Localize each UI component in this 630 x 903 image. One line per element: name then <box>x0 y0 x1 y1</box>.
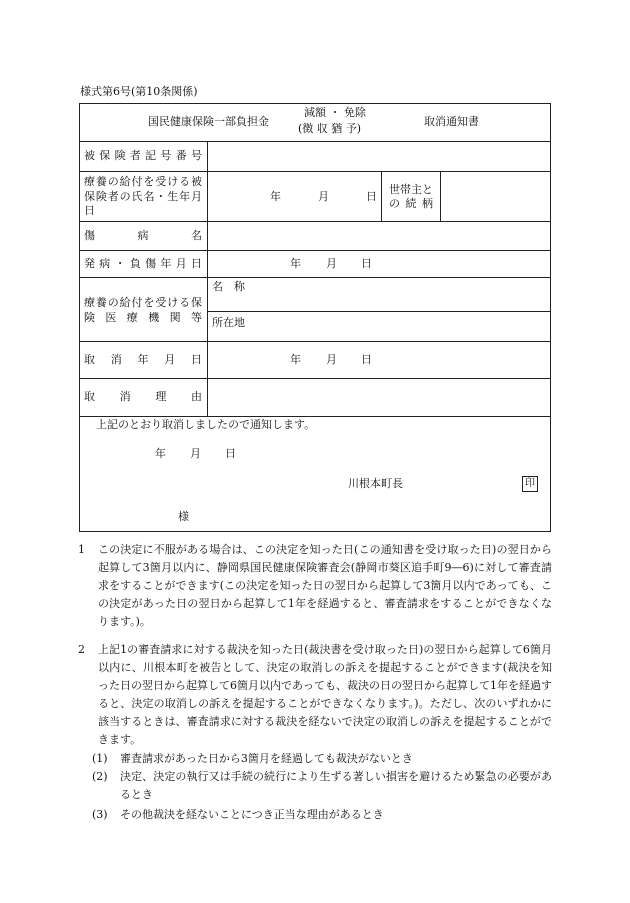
row-divider <box>79 171 551 172</box>
note-2 <box>78 641 552 749</box>
row-divider <box>79 277 551 278</box>
sub-note-3 <box>92 806 552 824</box>
column-divider <box>440 171 441 221</box>
onset-day-unit: 日 <box>361 257 372 270</box>
sub-note-text: 審査請求があった日から3箇月を経過しても裁決がないとき <box>120 752 413 765</box>
sub-note-number: (2) <box>92 770 108 783</box>
column-divider <box>381 171 382 221</box>
sub-note-text: その他裁決を経ないことにつき正当な理由があるとき <box>120 808 384 821</box>
row-divider <box>79 141 551 142</box>
institution-address-label: 所在地 <box>212 316 245 329</box>
cancel-date-label: 取消年月日 <box>84 353 202 366</box>
note-number: 2 <box>78 643 85 656</box>
row-divider <box>79 221 551 222</box>
row-divider <box>79 416 551 417</box>
onset-label: 発病・負傷年月日 <box>84 257 202 270</box>
onset-year-unit: 年 <box>290 257 301 270</box>
notice-year-unit: 年 <box>155 447 166 460</box>
note-text: 上記1の審査請求に対する裁決を知った日(裁決書を受け取った日)の翌日から起算して6箇月以内に、川根本町を被告として、決定の取消しの訴えを提起することができます(裁決を知った日の翌日から起算して6箇月以内であっても、裁決の日の翌日から起算して1年を経過すると、決定の取消しの訴えを提起することができなくなります。)。ただし、次のいずれかに該当するときは、審査請求に対する裁決を経ないで決定の取消しの訴えを提起することができます。 <box>98 643 552 746</box>
birth-year-unit: 年 <box>270 190 281 203</box>
note-text: この決定に不服がある場合は、この決定を知った日(この通知書を受け取った日)の翌日から起算して3箇月以内に、静岡県国民健康保険審査会(静岡市葵区追手町9―6)に対して審査請求をすることができます(この決定を知った日の翌日から起算して3箇月以内であっても、この決定があった日の翌日から起算して1年を経過すると、審査請求をすることができなくなります。)。 <box>98 543 552 628</box>
title-option-bottom: (徴 収 猶 予) <box>298 122 362 135</box>
form-id: 様式第6号(第10条関係) <box>80 85 198 98</box>
cancel-reason-label: 取消理由 <box>84 390 202 403</box>
title-suffix: 取消通知書 <box>424 115 479 128</box>
cancel-year-unit: 年 <box>290 353 301 366</box>
seal-mark: 印 <box>522 476 538 492</box>
sub-note-number: (3) <box>92 808 108 821</box>
cancel-day-unit: 日 <box>361 353 372 366</box>
sub-note-2 <box>92 768 552 804</box>
sub-note-1 <box>92 750 552 768</box>
recipient-label: 療養の給付を受ける被保険者の氏名・生年月日 <box>84 175 202 217</box>
institution-name-label: 名 称 <box>212 280 245 293</box>
title-prefix: 国民健康保険一部負担金 <box>148 115 269 128</box>
row-divider <box>207 311 551 312</box>
row-divider <box>79 378 551 379</box>
birth-month-unit: 月 <box>318 190 329 203</box>
disease-label: 傷病名 <box>84 229 202 242</box>
notice-statement: 上記のとおり取消しましたので通知します。 <box>96 418 316 431</box>
note-1 <box>78 541 552 631</box>
notice-month-unit: 月 <box>190 447 201 460</box>
title-option-top: 減額 ・ 免除 <box>304 106 366 119</box>
cancel-month-unit: 月 <box>326 353 337 366</box>
issuer-name: 川根本町長 <box>348 477 403 490</box>
insured-number-label: 被保険者記号番号 <box>84 149 202 162</box>
note-number: 1 <box>78 543 85 556</box>
onset-month-unit: 月 <box>326 257 337 270</box>
relation-label: 世帯主との続柄 <box>389 183 433 210</box>
sub-note-text: 決定、決定の執行又は手続の続行により生ずる著しい損害を避けるため緊急の必要があるとき <box>120 770 552 801</box>
column-divider <box>207 141 208 416</box>
row-divider <box>79 250 551 251</box>
birth-day-unit: 日 <box>366 190 377 203</box>
addressee-suffix: 様 <box>178 510 189 523</box>
institution-label: 療養の給付を受ける保険医療機関等 <box>84 296 202 324</box>
row-divider <box>79 341 551 342</box>
notice-day-unit: 日 <box>225 447 236 460</box>
sub-note-number: (1) <box>92 752 108 765</box>
